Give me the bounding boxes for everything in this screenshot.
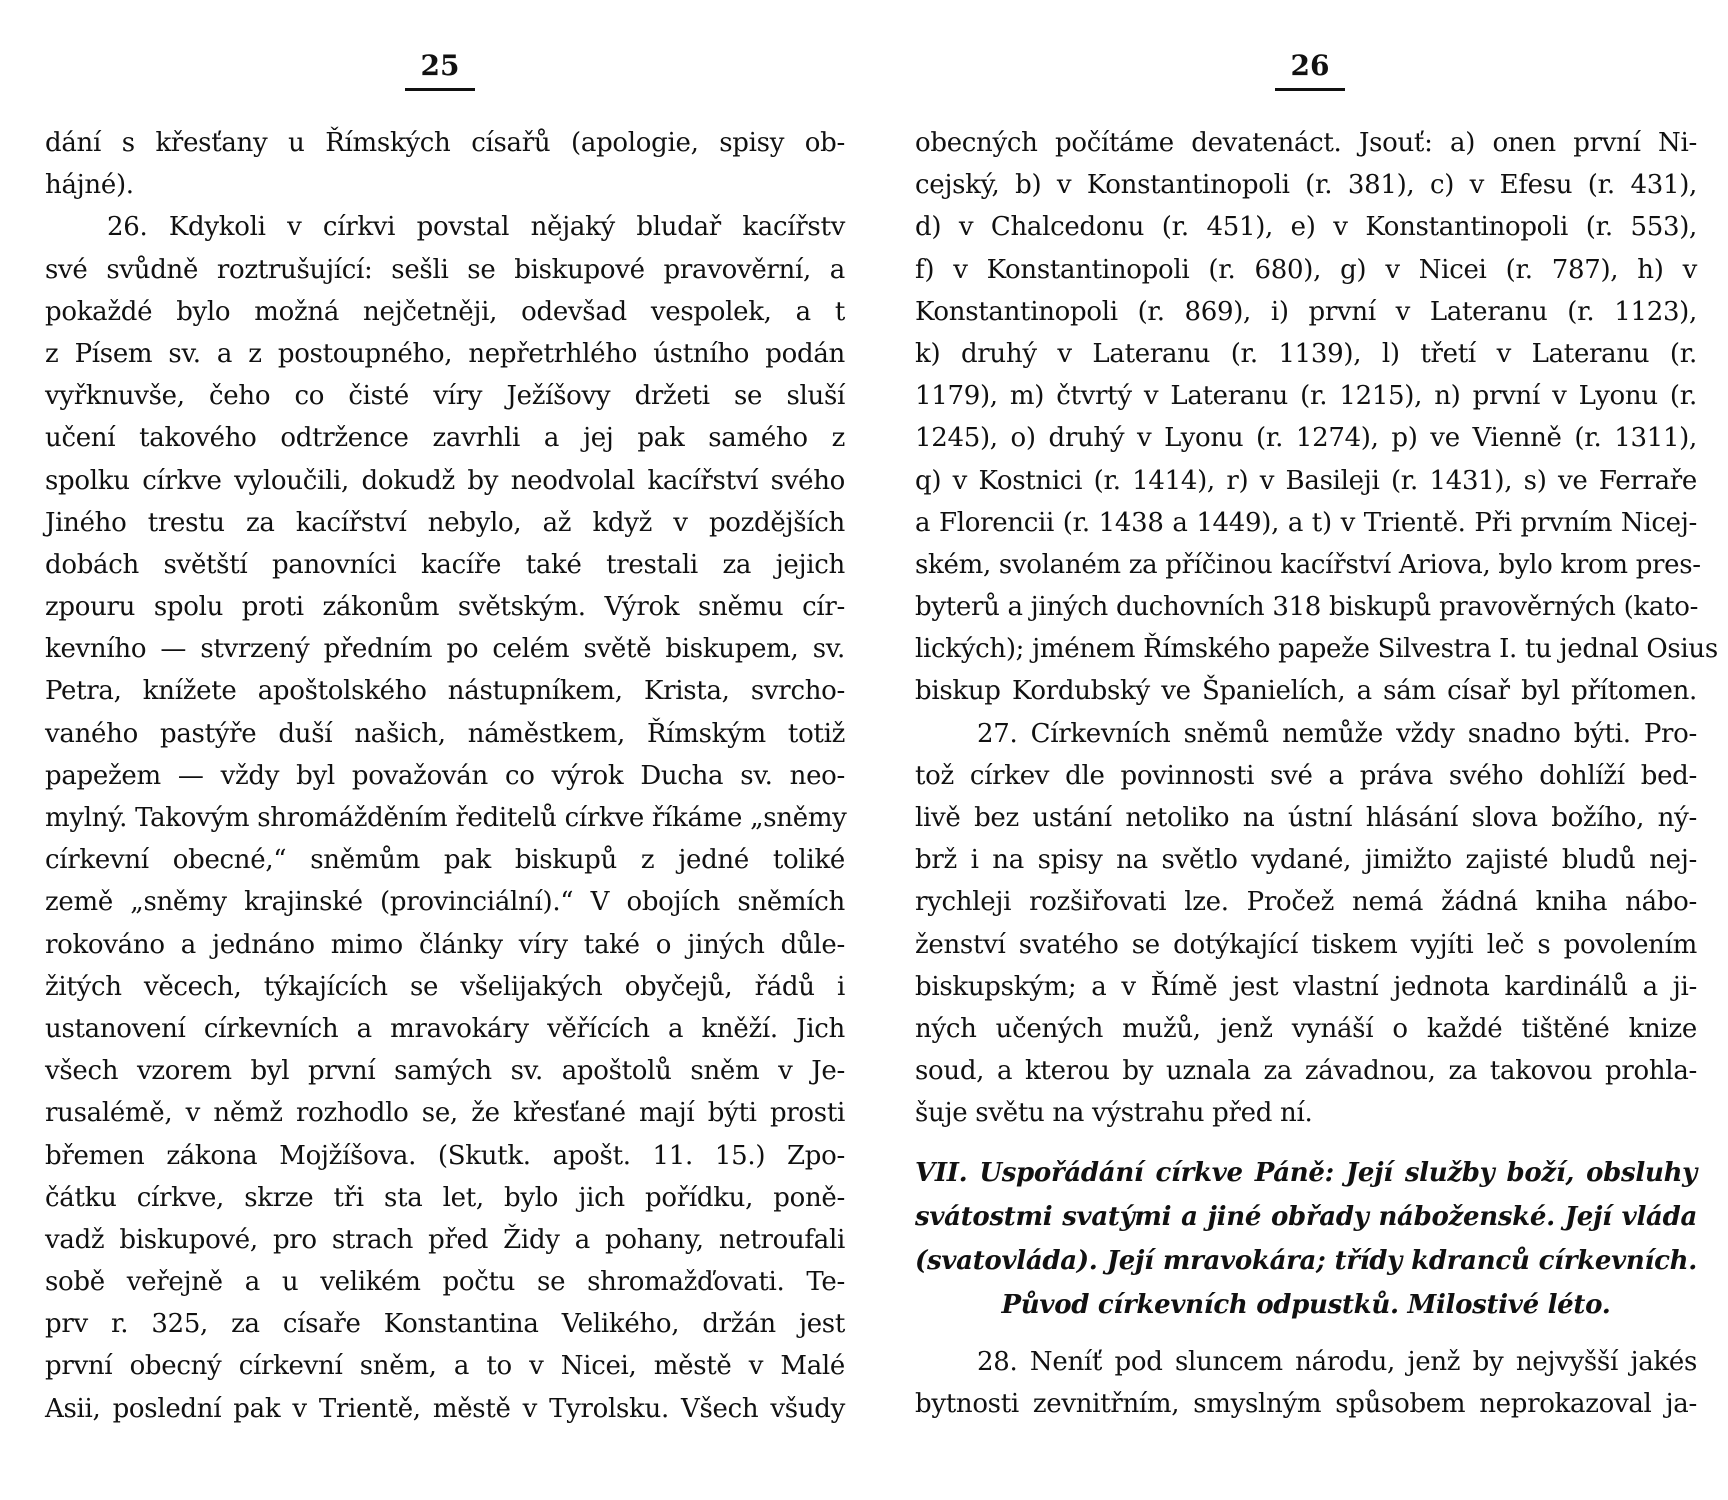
text-line: biskup Kordubský ve Španielích, a sám císař byl přítomen. xyxy=(915,676,1697,707)
section-heading-line: (svatovláda). Její mravokára; třídy kdranců církevních. xyxy=(915,1245,1697,1276)
text-line: ženství svatého se dotýkající tiskem vyjíti leč s povolením xyxy=(915,929,1697,960)
right-page-text xyxy=(915,122,1718,1425)
text-line: bytnosti zevnitřním, smyslným spůsobem neprokazoval ja- xyxy=(915,1388,1697,1419)
text-line: pokaždé bylo možná nejčetněji, odevšad vespolek, a t xyxy=(45,296,845,327)
text-line: Konstantinopoli (r. 869), i) první v Lateranu (r. 1123), xyxy=(915,296,1697,327)
text-line: prv r. 325, za císaře Konstantina Velikého, držán jest xyxy=(45,1309,845,1340)
text-line: soud, a kterou by uznala za závadnou, za takovou prohla- xyxy=(915,1056,1697,1087)
left-page-number: 25 xyxy=(420,49,460,82)
text-line: 1179), m) čtvrtý v Lateranu (r. 1215), n) první v Lyonu (r. xyxy=(915,381,1697,412)
text-line: 28. Neníť pod sluncem národu, jenž by nejvyšší jakés xyxy=(977,1346,1697,1377)
left-page-text xyxy=(45,122,845,1430)
section-heading xyxy=(915,1151,1697,1327)
text-line: papežem — vždy byl považován co výrok Ducha sv. neo- xyxy=(45,760,845,791)
text-line: k) druhý v Lateranu (r. 1139), l) třetí v Lateranu (r. xyxy=(915,338,1697,369)
right-page xyxy=(915,0,1718,1500)
text-line: Petra, knížete apoštolského nástupníkem, Krista, svrcho- xyxy=(45,676,845,707)
text-line: sobě veřejně a u velikém počtu se shromažďovati. Te- xyxy=(45,1267,845,1298)
text-line: obecných počítáme devatenáct. Jsouť: a) onen první Ni- xyxy=(915,128,1697,158)
text-line: cejský, b) v Konstantinopoli (r. 381), c) v Efesu (r. 431), xyxy=(915,170,1697,201)
text-line: rokováno a jednáno mimo články víry také o jiných důle- xyxy=(45,929,845,960)
text-line: mylný. Takovým shromážděním ředitelů církve říkáme „sněmy xyxy=(45,803,847,833)
text-line: a Florencii (r. 1438 a 1449), a t) v Trientě. Při prvním Nicej- xyxy=(915,507,1697,538)
text-line: rychleji rozšiřovati lze. Pročež nemá žádná kniha nábo- xyxy=(915,887,1697,918)
section-heading-line: Původ církevních odpustků. Milostivé léto. xyxy=(1001,1289,1611,1320)
text-line: vadž biskupové, pro strach před Židy a pohany, netroufali xyxy=(45,1224,845,1255)
left-page-number-rule xyxy=(405,88,475,91)
right-page-number-rule xyxy=(1275,88,1345,91)
text-line: Jiného trestu za kacířství nebylo, až když v pozdějších xyxy=(45,507,845,538)
text-line: q) v Kostnici (r. 1414), r) v Basileji (r. 1431), s) ve Ferraře xyxy=(915,465,1697,496)
text-line: dobách světští panovníci kacíře také trestali za jejich xyxy=(45,549,845,580)
text-line: Asii, poslední pak v Trientě, městě v Tyrolsku. Všech všudy xyxy=(45,1393,845,1424)
section-heading-line: svátostmi svatými a jiné obřady náboženské. Její vláda xyxy=(915,1201,1697,1232)
right-page-number: 26 xyxy=(1290,49,1330,82)
text-line: zpouru spolu proti zákonům světským. Výrok sněmu cír- xyxy=(45,592,845,623)
text-line: první obecný církevní sněm, a to v Nicei, městě v Malé xyxy=(45,1351,845,1382)
text-line: tož církev dle povinnosti své a práva svého dohlíží bed- xyxy=(915,760,1697,791)
text-line: šuje světu na výstrahu před ní. xyxy=(915,1098,1313,1129)
text-line: f) v Konstantinopoli (r. 680), g) v Nicei (r. 787), h) v xyxy=(915,254,1697,285)
text-line: lických); jménem Římského papeže Silvestra I. tu jednal Osius xyxy=(915,634,1718,665)
text-line: kevního — stvrzený předním po celém světě biskupem, sv. xyxy=(45,634,845,665)
text-line: vaného pastýře duší našich, náměstkem, Římským totiž xyxy=(45,718,845,749)
text-line: rusalémě, v němž rozhodlo se, že křesťané mají býti prosti xyxy=(45,1098,845,1129)
text-line: ském, svolaném za příčinou kacířství Ariova, bylo krom pres- xyxy=(915,549,1701,580)
text-line: učení takového odtržence zavrhli a jej pak samého z xyxy=(45,423,845,454)
text-line: žitých věcech, týkajících se všelijakých obyčejů, řádů i xyxy=(45,971,845,1002)
section-heading-line: VII. Uspořádání církve Páně: Její služby boží, obsluhy xyxy=(915,1157,1697,1188)
text-line: 27. Církevních sněmů nemůže vždy snadno býti. Pro- xyxy=(977,718,1697,749)
text-line: brž i na spisy na světlo vydané, jimižto zajisté bludů nej- xyxy=(915,845,1697,876)
text-line: livě bez ustání netoliko na ústní hlásání slova božího, ný- xyxy=(915,803,1697,833)
text-line: čátku církve, skrze tři sta let, bylo jich pořídku, poně- xyxy=(45,1182,845,1213)
left-page xyxy=(45,0,845,1500)
text-line: hájné). xyxy=(45,170,134,201)
text-line: spolku církve vyloučili, dokudž by neodvolal kacířství svého xyxy=(45,465,845,496)
text-line: všech vzorem byl první samých sv. apoštolů sněm v Je- xyxy=(45,1056,845,1087)
text-line: z Písem sv. a z postoupného, nepřetrhlého ústního podán xyxy=(45,338,845,369)
text-line: své svůdně roztrušující: sešli se biskupové pravověrní, a xyxy=(45,254,845,285)
text-line: biskupským; a v Římě jest vlastní jednota kardinálů a ji- xyxy=(915,971,1697,1002)
text-line: 1245), o) druhý v Lyonu (r. 1274), p) ve Vienně (r. 1311), xyxy=(915,423,1697,454)
text-line: ných učených mužů, jenž vynáší o každé tištěné knize xyxy=(915,1013,1697,1044)
text-line: ustanovení církevních a mravokáry věřících a kněží. Jich xyxy=(45,1013,845,1044)
text-line: církevní obecné,“ sněmům pak biskupů z jedné toliké xyxy=(45,845,845,876)
text-line: břemen zákona Mojžíšova. (Skutk. apošt. 11. 15.) Zpo- xyxy=(45,1140,845,1171)
text-line: země „sněmy krajinské (provinciální).“ V obojích sněmích xyxy=(45,887,845,918)
text-line: vyřknuvše, čeho co čisté víry Ježíšovy držeti se sluší xyxy=(45,381,845,412)
text-line: 26. Kdykoli v církvi povstal nějaký bludař kacířstv xyxy=(107,212,845,243)
text-line: byterů a jiných duchovních 318 biskupů pravověrných (kato- xyxy=(915,592,1699,623)
text-line: dání s křesťany u Římských císařů (apologie, spisy ob- xyxy=(45,128,845,158)
text-line: d) v Chalcedonu (r. 451), e) v Konstantinopoli (r. 553), xyxy=(915,212,1697,243)
